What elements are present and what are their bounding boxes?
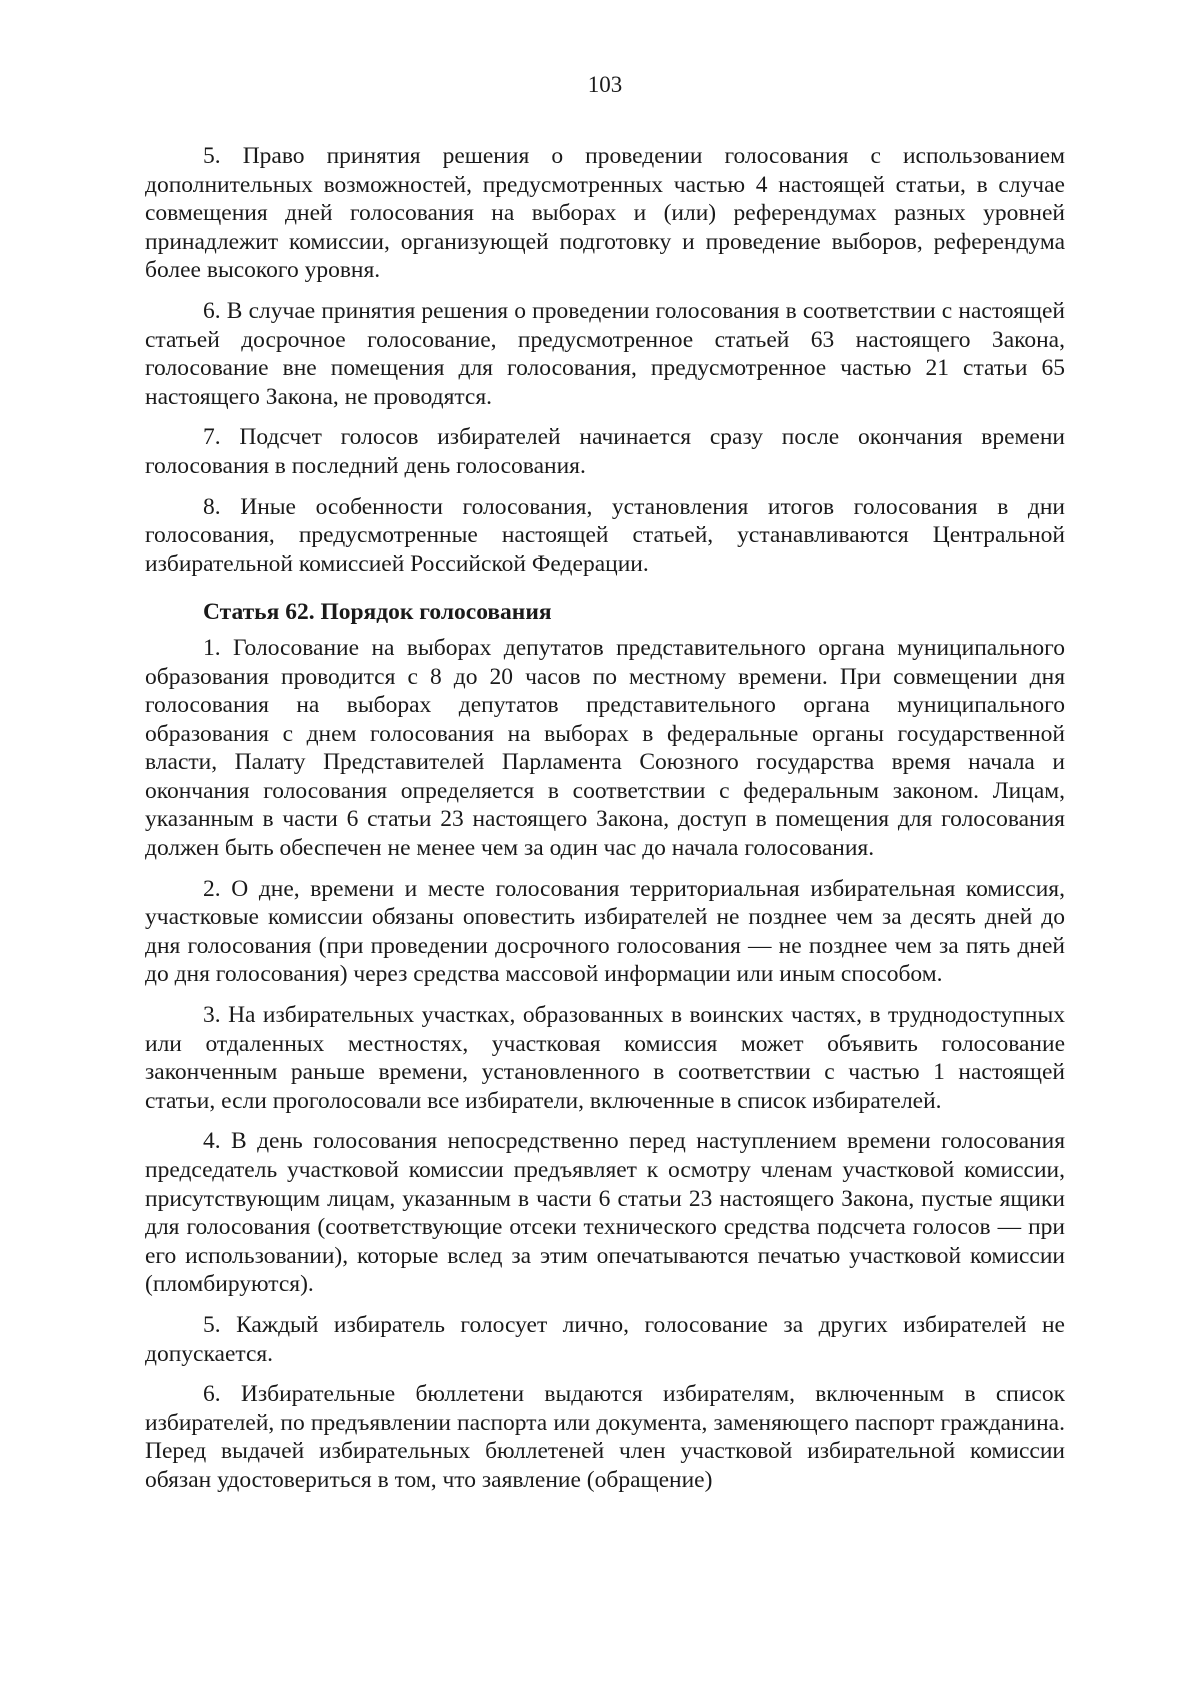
paragraph: 7. Подсчет голосов избирателей начинается сразу после окончания времени голосования в последний день голосования. xyxy=(145,424,1065,479)
section-article-62 xyxy=(145,598,1065,1494)
paragraph: 6. В случае принятия решения о проведении голосования в соответствии с настоящей статьей досрочное голосование, предусмотренное статьей 63 настоящего Закона, голосование вне помещения для голосования, предусмотренное частью 21 статьи 65 настоящего Закона, не проводятся. xyxy=(145,297,1065,410)
article-heading: Статья 62. Порядок голосования xyxy=(203,599,552,626)
paragraph: 6. Избирательные бюллетени выдаются избирателям, включенным в список избирателей, по предъявлении паспорта или документа, заменяющего паспорт гражданина. Перед выдачей избирательных бюллетеней член участковой избирательной комиссии обязан удостовериться в том, что заявление (обращение) xyxy=(145,1381,1065,1493)
paragraph: 5. Каждый избиратель голосует лично, голосование за других избирателей не допускается. xyxy=(145,1311,1065,1367)
page-number: 103 xyxy=(587,72,623,97)
paragraph: 1. Голосование на выборах депутатов представительного органа муниципального образования проводится с 8 до 20 часов по местному времени. При совмещении дня голосования на выборах депутатов представительного органа муниципального образования с днем голосования на выборах в федеральные органы государственной власти, Палату Представителей Парламента Союзного государства время начала и окончания голосования определяется в соответствии с федеральным законом. Лицам, указанным в части 6 статьи 23 настоящего Закона, доступ в помещения для голосования должен быть обеспечен не менее чем за один час до начала голосования. xyxy=(145,634,1065,862)
paragraph: 2. О дне, времени и месте голосования территориальная избирательная комиссия, участковые комиссии обязаны оповестить избирателей не позднее чем за десять дней до дня голосования (при проведении досрочного голосования — не позднее чем за пять дней до дня голосования) через средства массовой информации или иным способом. xyxy=(145,875,1065,988)
paragraph: 5. Право принятия решения о проведении голосования с использованием дополнительных возможностей, предусмотренных частью 4 настоящей статьи, в случае совмещения дней голосования на выборах и (или) референдумах разных уровней принадлежит комиссии, организующей подготовку и проведение выборов, референдума более высокого уровня. xyxy=(145,143,1065,284)
paragraph: 8. Иные особенности голосования, установления итогов голосования в дни голосования, предусмотренные настоящей статьей, устанавливаются Центральной избирательной комиссией Российской Федерации. xyxy=(145,493,1065,577)
section-article-61-continuation xyxy=(145,142,1065,578)
paragraph: 3. На избирательных участках, образованных в воинских частях, в труднодоступных или отдаленных местностях, участковая комиссия может объявить голосование законченным раньше времени, установленного в соответствии с частью 1 настоящей статьи, если проголосовали все избиратели, включенные в список избирателей. xyxy=(145,1002,1065,1114)
document-body xyxy=(145,142,1065,1507)
paragraph: 4. В день голосования непосредственно перед наступлением времени голосования председатель участковой комиссии предъявляет к осмотру членам участковой комиссии, присутствующим лицам, указанным в части 6 статьи 23 настоящего Закона, пустые ящики для голосования (соответствующие отсеки технического средства подсчета голосов — при его использовании), которые вслед за этим опечатываются печатью участковой комиссии (пломбируются). xyxy=(145,1128,1065,1298)
